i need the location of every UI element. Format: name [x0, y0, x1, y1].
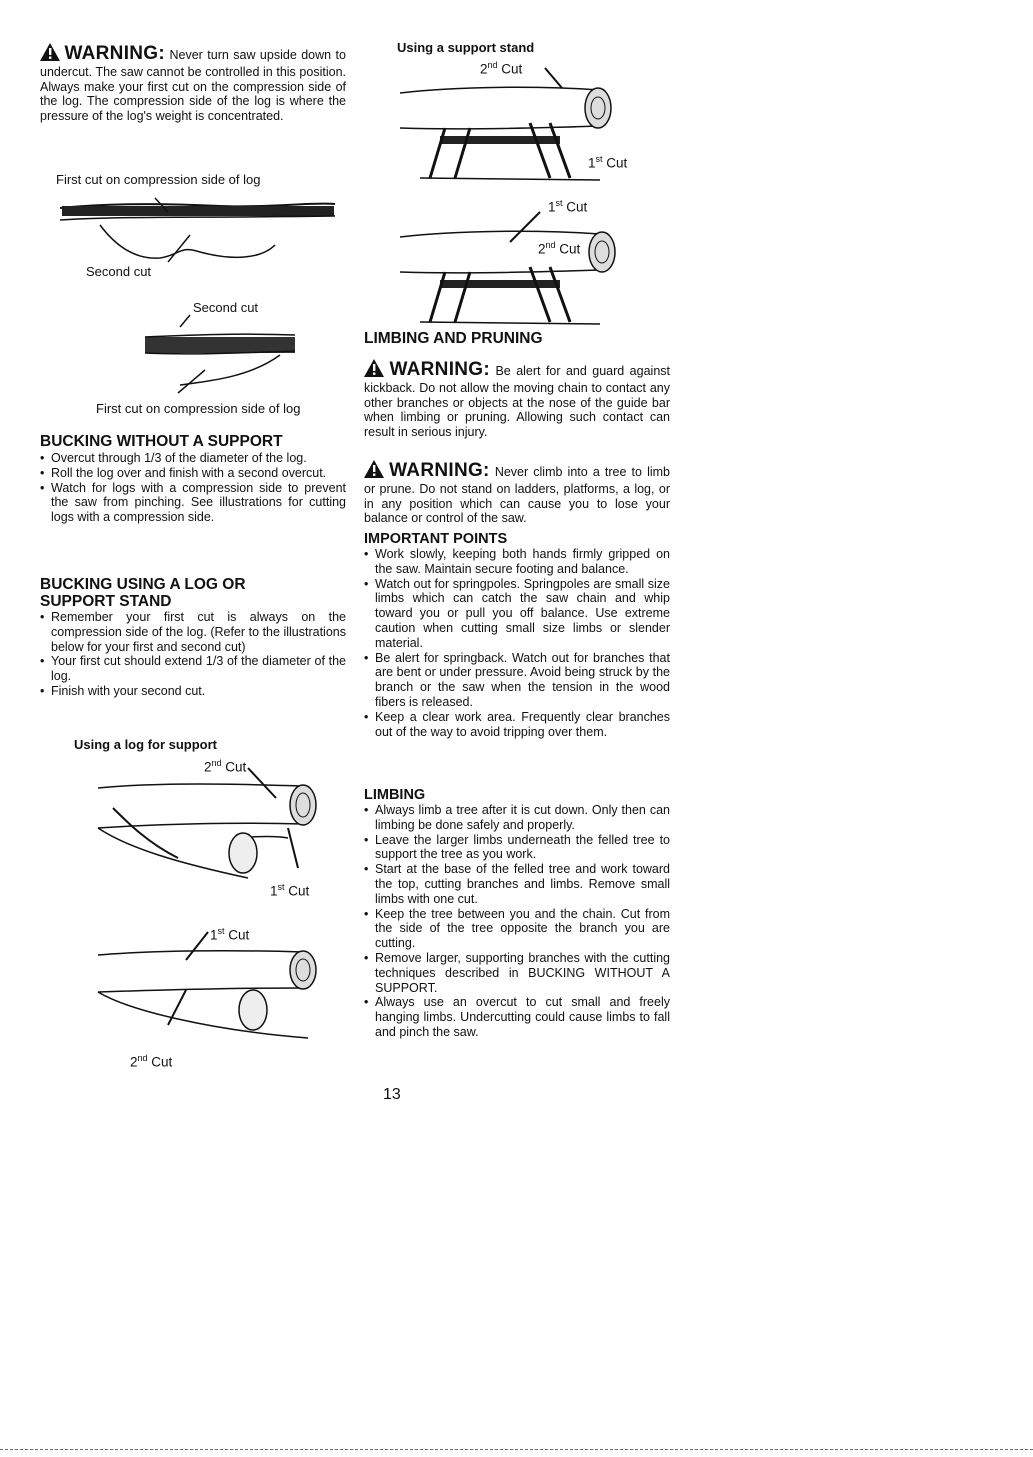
list-item: • Remember your first cut is always on the compression side of the log. (Refer to the illustrations below for your first and second cut) — [40, 610, 346, 654]
list-item: • Finish with your second cut. — [40, 684, 346, 699]
figure-title-support-stand: Using a support stand — [397, 40, 535, 55]
bucking-using-list — [40, 610, 346, 699]
warning-label: WARNING: — [64, 43, 166, 64]
warning-never-climb — [364, 460, 670, 526]
log-cut-illustration-2 — [140, 315, 300, 395]
section-heading-bucking-without-support: BUCKING WITHOUT A SUPPORT — [40, 433, 283, 450]
log-support-illustration-1 — [88, 768, 328, 888]
page-number: 13 — [383, 1086, 401, 1103]
cut-label: 1st Cut — [210, 926, 250, 943]
section-heading-bucking-using-log: BUCKING USING A LOG OR SUPPORT STAND — [40, 576, 246, 610]
section-heading-limbing-pruning: LIMBING AND PRUNING — [364, 330, 543, 347]
section-heading-important-points: IMPORTANT POINTS — [364, 531, 508, 547]
log-support-illustration-2 — [88, 930, 328, 1040]
list-item: • Remove larger, supporting branches with the cutting techniques described in BUCKING WITHOUT A SUPPORT. — [364, 951, 670, 995]
list-item: • Be alert for springback. Watch out for branches that are bent or under pressure. Avoid being struck by the branch or the saw when the tension in the wood fibers is released. — [364, 651, 670, 710]
warning-never-turn-saw — [40, 43, 346, 124]
cut-label: 1st Cut — [548, 198, 588, 215]
limbing-list — [364, 803, 670, 1040]
warning-kickback — [364, 359, 670, 440]
bucking-without-list — [40, 451, 346, 525]
warning-text: Never climb into a tree to limb or prune. Do not stand on ladders, platforms, a log, or in any position which can cause you to lose your balance or control of the saw. — [364, 465, 670, 526]
cut-label: 2nd Cut — [538, 240, 581, 257]
warning-label: WARNING: — [389, 359, 491, 380]
list-item: • Work slowly, keeping both hands firmly gripped on the saw. Maintain secure footing and balance. — [364, 547, 670, 577]
list-item: • Keep the tree between you and the chain. Cut from the side of the tree opposite the branch you are cutting. — [364, 907, 670, 951]
list-item: • Keep a clear work area. Frequently clear branches out of the way to avoid tripping over them. — [364, 710, 670, 740]
cut-label: 2nd Cut — [480, 60, 523, 77]
figure-caption: Second cut — [86, 264, 152, 279]
warning-triangle-icon — [40, 43, 60, 65]
list-item: • Always limb a tree after it is cut down. Only then can limbing be done safely and properly. — [364, 803, 670, 833]
important-points-list — [364, 547, 670, 739]
list-item: • Overcut through 1/3 of the diameter of the log. — [40, 451, 346, 466]
list-item: • Your first cut should extend 1/3 of the diameter of the log. — [40, 654, 346, 684]
list-item: • Watch out for springpoles. Springpoles are small size limbs which can catch the saw chain and whip toward you or pull you off balance. Use extreme caution when cutting small size limbs or slender material. — [364, 577, 670, 651]
figure-caption: Second cut — [193, 300, 259, 315]
cut-label: 2nd Cut — [204, 758, 247, 775]
list-item: • Roll the log over and finish with a second overcut. — [40, 466, 346, 481]
warning-label: WARNING: — [389, 460, 490, 481]
figure-caption: First cut on compression side of log — [96, 401, 301, 416]
page-bottom-rule — [0, 1449, 1033, 1450]
warning-text: Never turn saw upside down to undercut. The saw cannot be controlled in this position. Always make your first cut on the compression side of the log. The compression side of the log is where the pressure of the log's weight is concentrated. — [40, 48, 346, 124]
figure-title-log-support: Using a log for support — [74, 737, 217, 752]
warning-triangle-icon — [364, 460, 384, 482]
list-item: • Watch for logs with a compression side to prevent the saw from pinching. See illustrations for cutting logs with a compression side. — [40, 481, 346, 525]
section-heading-limbing: LIMBING — [364, 787, 426, 803]
list-item: • Leave the larger limbs underneath the felled tree to support the tree as you work. — [364, 833, 670, 863]
list-item: • Always use an overcut to cut small and freely hanging limbs. Undercutting could cause limbs to fall and pinch the saw. — [364, 995, 670, 1039]
warning-text: Be alert for and guard against kickback. Do not allow the moving chain to contact any other branches or objects at the nose of the guide bar when limbing or pruning. Allowing such contact can result in serious injury. — [364, 364, 670, 440]
list-item: • Start at the base of the felled tree and work toward the top, cutting branches and limbs. Remove small limbs with one cut. — [364, 862, 670, 906]
figure-caption: First cut on compression side of log — [56, 172, 261, 187]
cut-label: 2nd Cut — [130, 1053, 173, 1070]
support-stand-illustration-2 — [400, 212, 630, 327]
cut-label: 1st Cut — [270, 882, 310, 899]
cut-label: 1st Cut — [588, 154, 628, 171]
warning-triangle-icon — [364, 359, 384, 381]
